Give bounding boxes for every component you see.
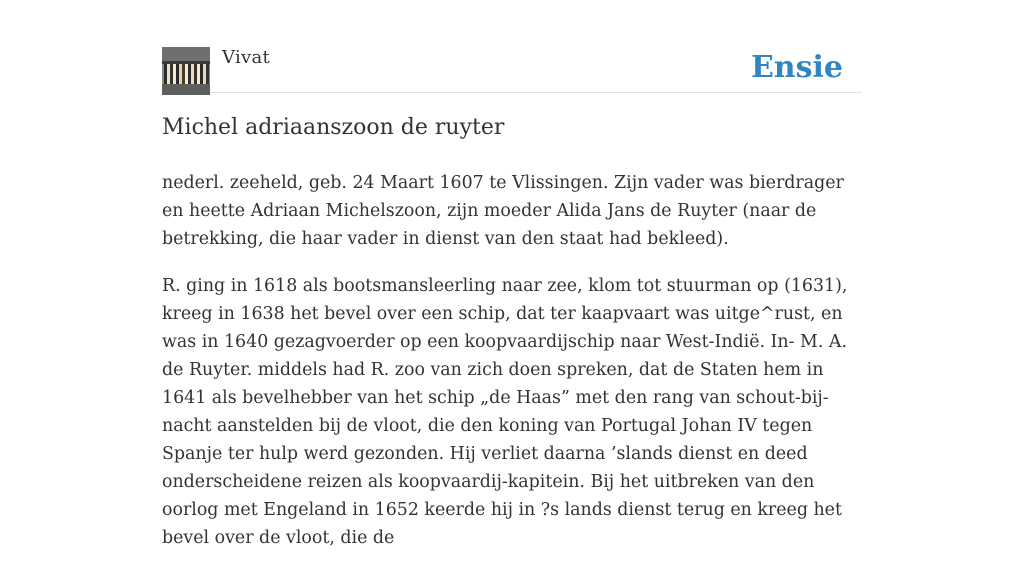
source-name[interactable]: Vivat (222, 47, 271, 68)
brand-logo[interactable]: Ensie (750, 50, 843, 85)
article-body (162, 169, 864, 571)
article-paragraph: R. ging in 1618 als bootsmansleerling naar zee, klom tot stuurman op (1631), kreeg in 1638 het bevel over een schip, dat ter kaapvaart was uitge^rust, en was in 1640 gezagvoerder op een koopvaardijschip naar West-Indië. In- M. A. de Ruyter. middels had R. zoo van zich doen spreken, dat de Staten hem in 1641 als bevelhebber van het schip „de Haas” met den rang van schout-bij-nacht aanstelden bij de vloot, die den koning van Portugal Johan IV tegen Spanje ter hulp werd gezonden. Hij verliet daarna ’slands dienst en deed onderscheidene reizen als koopvaardij-kapitein. Bij het uitbreken van den oorlog met Engeland in 1652 keerde hij in ?s lands dienst terug en kreeg het bevel over de vloot, die de (162, 276, 848, 548)
article-title: Michel adriaanszoon de ruyter (162, 115, 505, 140)
article-paragraph: nederl. zeeheld, geb. 24 Maart 1607 te Vlissingen. Zijn vader was bierdrager en heette Adriaan Michelszoon, zijn moeder Alida Jans de Ruyter (naar de betrekking, die haar vader in dienst van den staat had bekleed). (162, 173, 844, 249)
header (162, 46, 862, 93)
books-icon (162, 47, 210, 95)
book-spines-avatar[interactable] (162, 47, 210, 95)
